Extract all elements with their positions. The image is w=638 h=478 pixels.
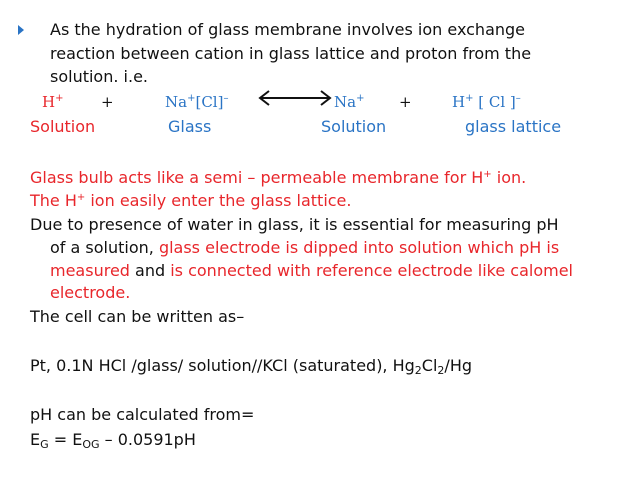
bullet-line-3: solution. i.e. [50,67,148,86]
label-solution-mid: Solution [321,117,387,136]
bullet-line-1: As the hydration of glass membrane involves ion exchange [50,20,526,39]
label-glass: Glass [168,117,212,136]
water-line-4: electrode. [50,283,131,302]
water-line-1: Due to presence of water in glass, it is essential for measuring pH [30,215,559,234]
ph-equation: $E_G = E_{OG} - 0.0591pH$ [30,430,196,451]
label-glass-lattice: glass lattice [465,117,562,136]
ph-intro: pH can be calculated from= [30,405,255,424]
eq-na-plus-right: Na+ [334,93,365,111]
eq-na-cl: Na+[Cl]– [165,93,229,111]
eq-plus-2: + [399,93,412,111]
bullet-arrow-icon [18,25,24,35]
glass-bulb-line: Glass bulb acts like a semi – permeable membrane for H+ ion. [30,168,527,187]
bullet-line-2: reaction between cation in glass lattice and proton from the [50,44,532,63]
h-ion-line: The H+ ion easily enter the glass lattice. [30,191,352,210]
label-solution-left: Solution [30,117,96,136]
eq-h-cl-right: H+ [ Cl ]– [452,93,521,111]
water-line-3: measured and is connected with reference electrode like calomel [50,261,573,280]
eq-plus-1: + [101,93,114,111]
water-line-2: of a solution, glass electrode is dipped into solution which pH is [50,238,560,257]
double-arrow-icon [257,90,333,106]
eq-h-plus: H+ [42,93,64,111]
cell-expression: Pt, 0.1N HCl /glass/ solution//KCl (saturated), $Hg_2Cl_2/Hg$ [30,356,472,377]
cell-intro: The cell can be written as– [30,307,245,326]
